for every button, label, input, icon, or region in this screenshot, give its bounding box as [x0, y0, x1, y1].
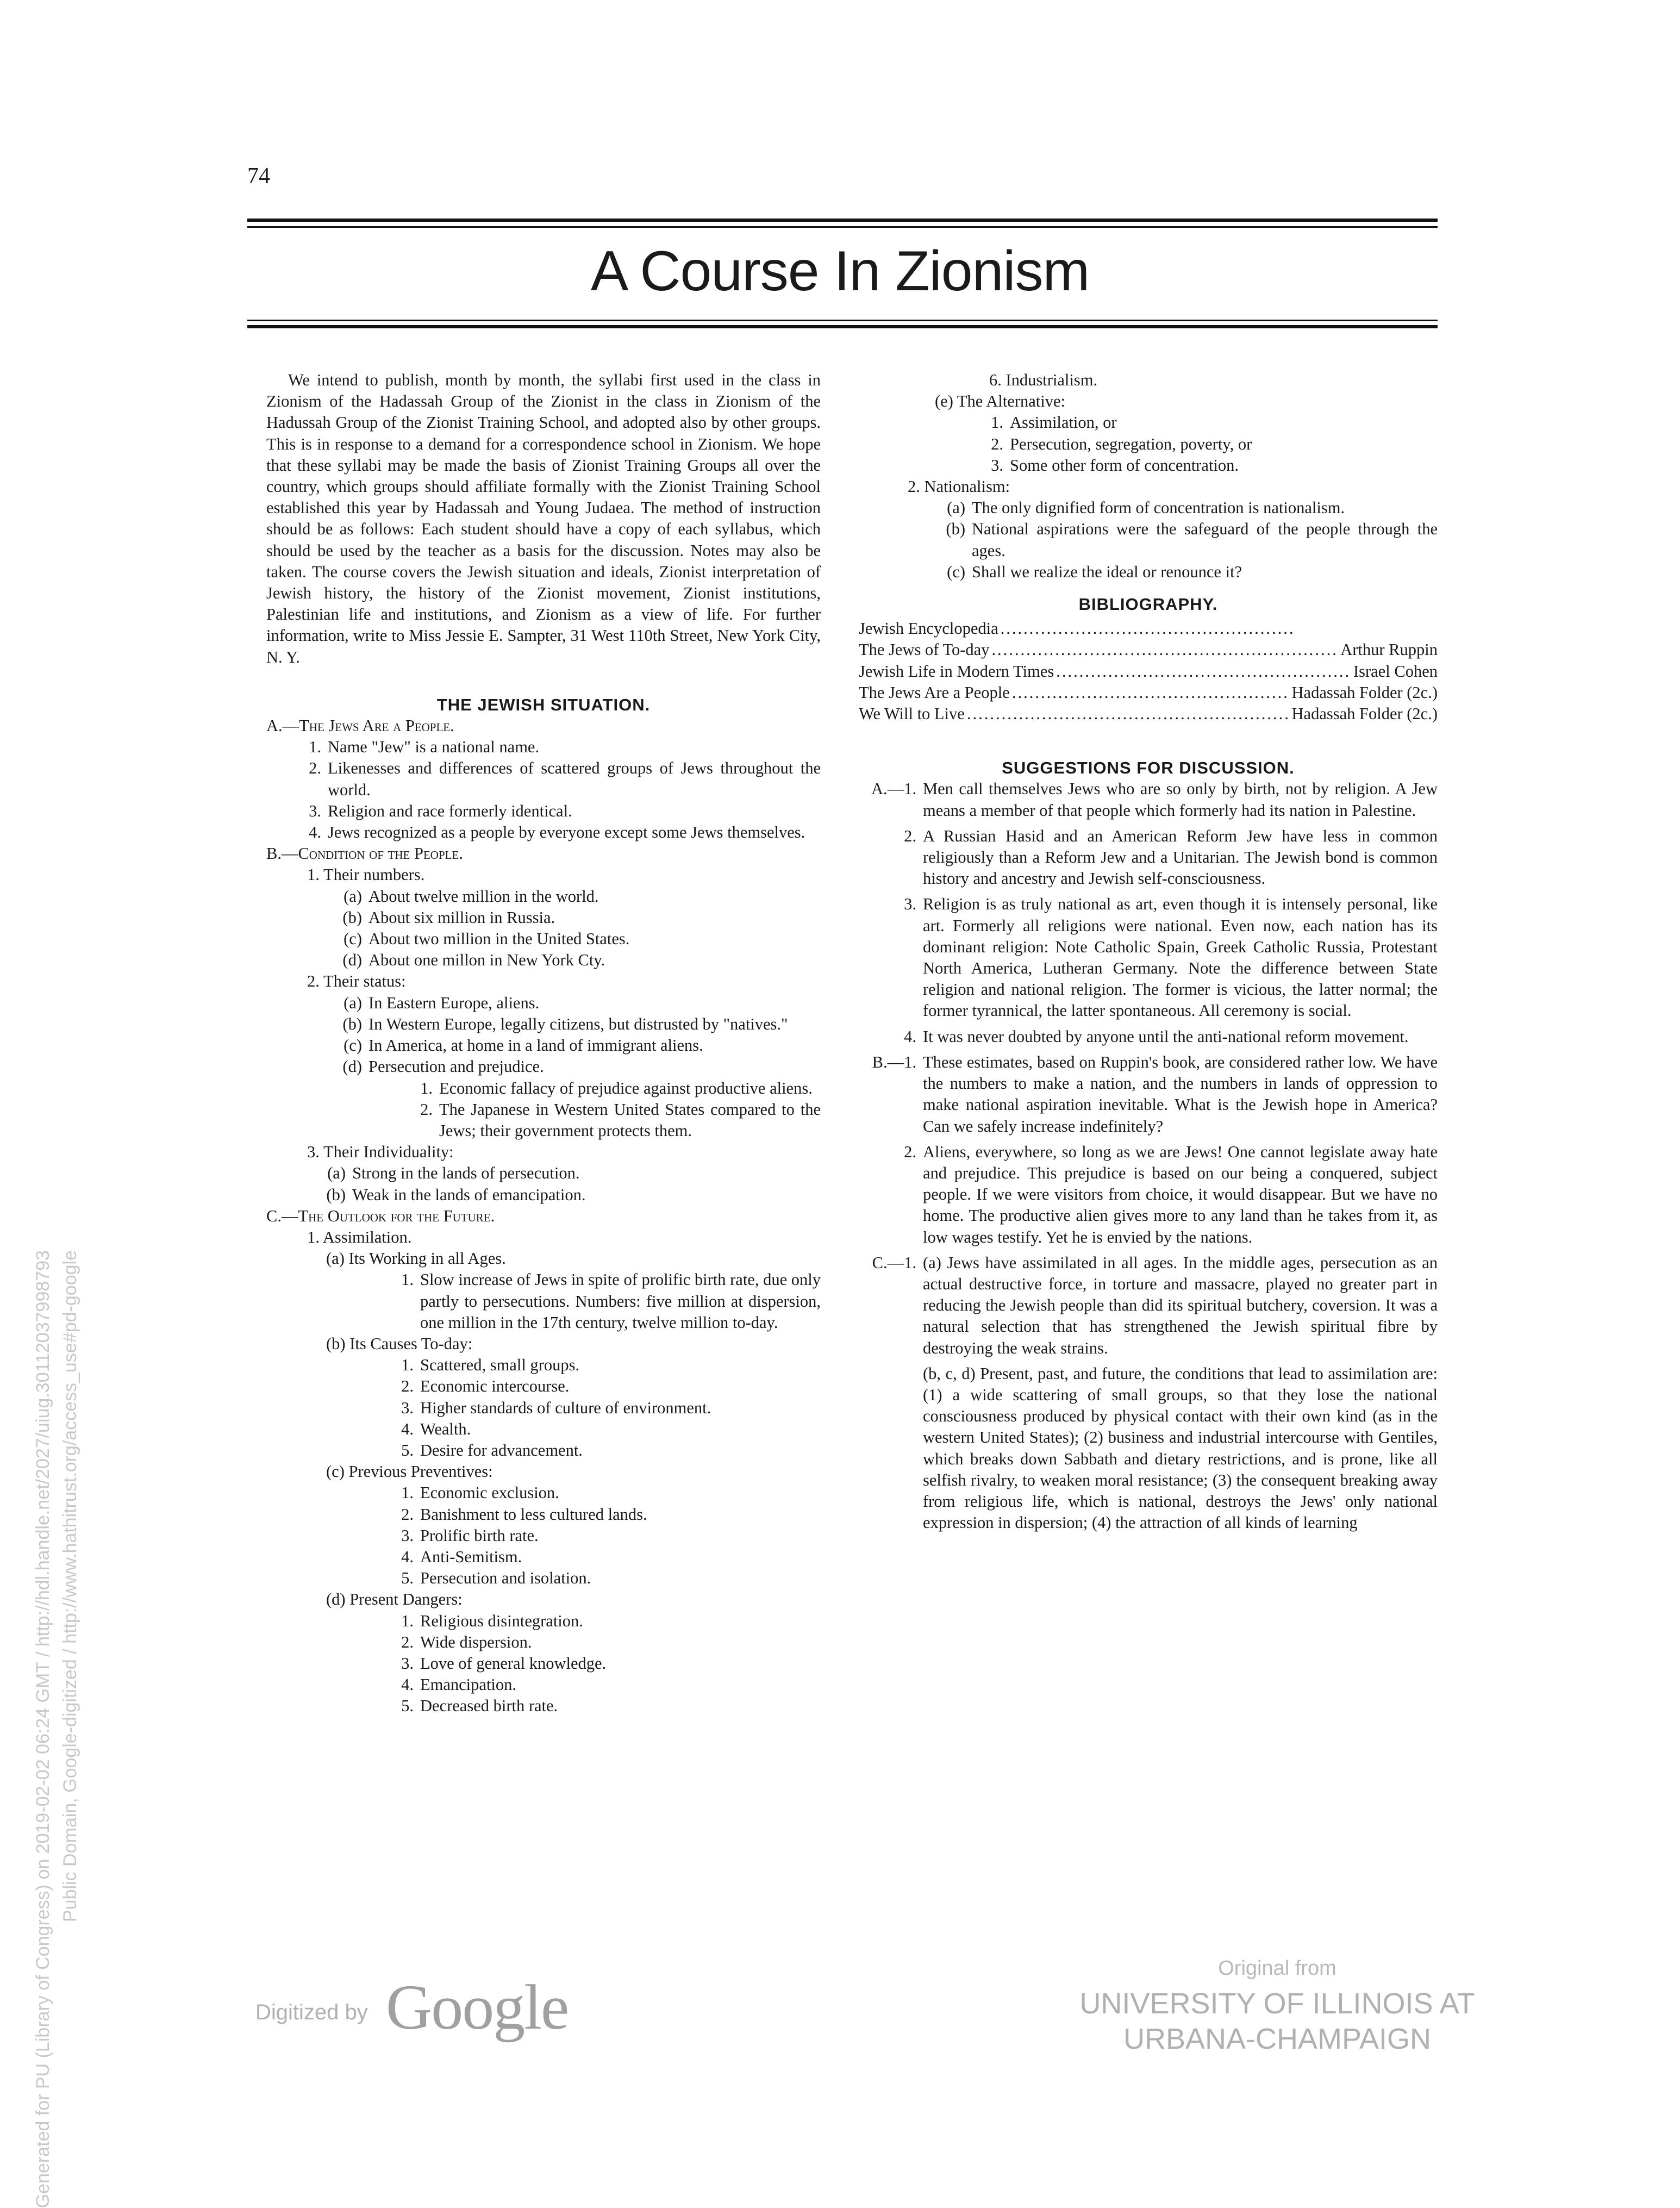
list-item — [266, 993, 821, 1014]
list-item — [266, 1398, 821, 1419]
list-item-text: In America, at home in a land of immigrant aliens. — [369, 1036, 703, 1055]
university-name-line-2: URBANA-CHAMPAIGN — [1123, 2023, 1432, 2055]
list-item — [266, 1695, 821, 1717]
list-item-text: It was never doubted by anyone until the anti-national reform movement. — [923, 1027, 1409, 1046]
list-item-label: 2. — [401, 1377, 414, 1396]
list-item-label: (d) — [342, 951, 362, 970]
list-item-label: 2. — [904, 1142, 916, 1161]
bibliography-source: Hadassah Folder (2c.) — [1291, 683, 1438, 702]
list-item-text: Anti-Semitism. — [420, 1547, 522, 1566]
list-item-label: 2. — [309, 759, 321, 778]
b-numbers-list — [266, 886, 821, 971]
list-item-text: About two million in the United States. — [369, 930, 630, 949]
b-status-heading: 2. Their status: — [307, 972, 406, 991]
list-item-text: Banishment to less cultured lands. — [420, 1505, 647, 1524]
leader-dots — [991, 639, 1338, 660]
list-item — [266, 1674, 821, 1695]
list-item-label: (b) — [946, 520, 965, 539]
title-rule-bottom-2 — [247, 325, 1438, 328]
list-item-text: National aspirations were the safeguard of the people through the ages. — [972, 520, 1438, 560]
list-item-text: Men call themselves Jews who are so only by birth, not by religion. A Jew means a member of that people which formerly had its nation in Palestine. — [923, 779, 1438, 820]
list-item-text: Persecution, segregation, poverty, or — [1010, 434, 1252, 453]
list-item-text: Wide dispersion. — [420, 1632, 532, 1651]
list-item — [266, 1035, 821, 1056]
list-item-text: These estimates, based on Ruppin's book, are considered rather low. We have the numbers to make a nation, and the numbers in lands of oppression to make national aspiration inevitable. What is the Jewish hope in America? Can we safely increase indefinitely? — [923, 1052, 1438, 1136]
list-item-label: (a) — [344, 993, 362, 1012]
list-item — [859, 826, 1438, 890]
article-title: A Course In Zionism — [590, 240, 1090, 303]
list-item-text: (a) Jews have assimilated in all ages. In the middle ages, persecution as an actual destructive force, in torture and massacre, played no greater part in reducing the Jewish people than did its spiritual butchery, coversion. It was a natural selection that has strengthened the Jewish spiritual fibre by destroying the weak strains. — [923, 1253, 1438, 1357]
list-item — [266, 928, 821, 950]
list-item-label: B.—1. — [872, 1052, 916, 1071]
list-item-text: The Japanese in Western United States compared to the Jews; their government protects them. — [439, 1100, 821, 1140]
list-item — [266, 1525, 821, 1546]
list-item-label: (c) — [344, 1036, 362, 1055]
list-item-text: Religion is as truly national as art, even though it is intensely personal, like art. Formerly all religions were national. Even now, each nation has its dominant religion: Note Catholic Spain, Greek Catholic Russia, Protestant North America, Lutheran Germany. Note the difference between State religion and national religion. The former is vicious, the latter normal; the former tyrannical, the latter spontaneous. All ceremony is social. — [923, 895, 1438, 1020]
title-rule-top-2 — [247, 226, 1438, 228]
list-item-text: About twelve million in the world. — [369, 887, 599, 906]
list-item — [859, 455, 1438, 476]
left-column — [266, 370, 821, 1717]
list-item-text: Persecution and prejudice. — [369, 1057, 544, 1076]
list-item-label: 4. — [309, 823, 321, 842]
list-item-text: Religion and race formerly identical. — [328, 801, 572, 820]
list-item-text: Emancipation. — [420, 1675, 517, 1694]
bibliography-source: Israel Cohen — [1353, 662, 1438, 681]
list-item-label: 3. — [401, 1526, 414, 1545]
list-item — [266, 1611, 821, 1632]
list-item-text: Higher standards of culture of environment. — [420, 1398, 711, 1417]
list-item-label: 1. — [401, 1270, 414, 1289]
list-item-label: 4. — [401, 1547, 414, 1566]
list-item-label: 3. — [401, 1654, 414, 1673]
list-item-label: 5. — [401, 1569, 414, 1588]
intro-paragraph: We intend to publish, month by month, the syllabi first used in the class in Zionism of the Hadassah Group of the Zionist in the class in Zionism of the Hadussah Group of the Zionist Training School, and adopted also by other groups. This is in response to a demand for a correspondence school in Zionism. We hope that these syllabi may be made the basis of Zionist Training Groups all over the country, which groups should affiliate formally with the Zionist Training School established this year by Hadassah and Young Judaea. The method of instruction should be as follows: Each student should have a copy of each syllabus, which should be used by the teacher as a basis for the discussion. Notes may also be taken. The course covers the Jewish situation and ideals, Zionist interpretation of Jewish history, the history of the Zionist movement, Zionist institutions, Palestinian life and institutions, and Zionism as a view of life. For further information, write to Miss Jessie E. Sampter, 31 West 110th Street, New York City, N. Y. — [266, 371, 821, 666]
list-item — [266, 737, 821, 758]
c-b-heading: (b) Its Causes To-day: — [326, 1334, 473, 1353]
section-c-title: C.—The Outlook for the Future. — [266, 1206, 495, 1225]
c-e-list — [859, 412, 1438, 476]
list-item — [266, 1269, 821, 1333]
list-item-text: Love of general knowledge. — [420, 1654, 607, 1673]
b-numbers-heading: 1. Their numbers. — [307, 865, 425, 884]
bibliography-entry — [859, 661, 1438, 682]
c-c-heading: (c) Previous Preventives: — [326, 1462, 493, 1481]
c-e-heading: (e) The Alternative: — [935, 392, 1065, 411]
list-item-text: Assimilation, or — [1010, 413, 1117, 432]
list-item — [266, 1482, 821, 1504]
c-b-list — [266, 1355, 821, 1461]
list-item-text: Persecution and isolation. — [420, 1569, 591, 1588]
c-d-heading: (d) Present Dangers: — [326, 1590, 463, 1609]
hathitrust-attribution — [33, 1250, 103, 2208]
list-item — [859, 434, 1438, 455]
list-item-label: 1. — [401, 1356, 414, 1375]
list-item-label: 2. — [991, 434, 1003, 453]
list-item-text: Weak in the lands of emancipation. — [352, 1185, 586, 1204]
digitized-by-label: Digitized by — [255, 2000, 368, 2024]
list-item — [859, 1363, 1438, 1534]
list-item — [859, 778, 1438, 821]
bibliography-source: Arthur Ruppin — [1340, 640, 1438, 659]
list-item — [266, 950, 821, 971]
list-item-text: Strong in the lands of persecution. — [352, 1164, 580, 1183]
b-status-list — [266, 993, 821, 1078]
list-item — [266, 1419, 821, 1440]
list-item-text: Shall we realize the ideal or renounce it? — [972, 562, 1242, 581]
list-item-label: (c) — [947, 562, 965, 581]
list-item — [859, 1026, 1438, 1047]
suggestions-heading: SUGGESTIONS FOR DISCUSSION. — [1002, 758, 1295, 778]
list-item — [859, 1142, 1438, 1248]
list-item — [859, 562, 1438, 583]
bibliography-entry — [859, 618, 1438, 639]
list-item-text: Prolific birth rate. — [420, 1526, 539, 1545]
list-item — [859, 1052, 1438, 1137]
list-item — [859, 497, 1438, 519]
list-item-text: In Eastern Europe, aliens. — [369, 993, 540, 1012]
list-item-label: (c) — [344, 930, 362, 949]
bibliography-heading: BIBLIOGRAPHY. — [1078, 595, 1218, 614]
list-item — [266, 1163, 821, 1184]
bibliography-entry — [859, 639, 1438, 660]
list-item-label: 1. — [401, 1611, 414, 1630]
list-item-label: 2. — [904, 826, 916, 845]
title-rule-top-1 — [247, 219, 1438, 222]
list-item-text: Jews recognized as a people by everyone except some Jews themselves. — [328, 823, 805, 842]
list-item-label: 3. — [991, 456, 1003, 475]
b-individuality-heading: 3. Their Individuality: — [307, 1143, 454, 1162]
list-item-label: 3. — [904, 895, 916, 914]
list-item — [266, 1568, 821, 1589]
list-item-label: 1. — [991, 413, 1003, 432]
section-a-list — [266, 737, 821, 843]
list-item — [266, 1653, 821, 1674]
bibliography-source: Hadassah Folder (2c.) — [1291, 704, 1438, 723]
google-logo: Google — [386, 1972, 569, 2043]
list-item — [266, 801, 821, 822]
list-item-text: Likenesses and differences of scattered groups of Jews throughout the world. — [328, 759, 821, 799]
list-item-text: Decreased birth rate. — [420, 1696, 558, 1716]
b-individuality-list — [266, 1163, 821, 1205]
leader-dots — [967, 703, 1290, 725]
list-item-label: A.—1. — [871, 779, 916, 799]
bibliography-list — [859, 618, 1438, 725]
list-item-text: The only dignified form of concentration is nationalism. — [972, 498, 1345, 517]
list-item-label: 1. — [309, 738, 321, 757]
b-status-d-list — [266, 1078, 821, 1142]
c-c-list — [266, 1482, 821, 1589]
jewish-situation-heading: THE JEWISH SITUATION. — [436, 695, 651, 714]
list-item — [266, 1184, 821, 1206]
list-item-text: About six million in Russia. — [369, 908, 555, 927]
list-item-label: 4. — [401, 1419, 414, 1438]
list-item-label: 1. — [420, 1078, 433, 1097]
list-item — [859, 519, 1438, 561]
list-item-text: Aliens, everywhere, so long as we are Jews! One cannot legislate away hate and prejudice. This prejudice is based on our being a conquered, subject people. If we were visitors from choice, it would disappear. But we have no home. The productive alien gives more to any land than he takes from it, as low wages testify. Yet he is envied by the nations. — [923, 1142, 1438, 1246]
list-item-label: (b) — [326, 1185, 346, 1204]
list-item-label: 3. — [309, 801, 321, 820]
list-item — [859, 1252, 1438, 1359]
list-item — [266, 1355, 821, 1376]
list-item-label: 2. — [420, 1100, 433, 1119]
bibliography-title: We Will to Live — [859, 704, 965, 723]
leader-dots — [1056, 661, 1351, 682]
list-item-text: Economic exclusion. — [420, 1483, 559, 1502]
list-item-label: (b) — [342, 908, 362, 927]
list-item-text: Religious disintegration. — [420, 1611, 583, 1630]
page-number: 74 — [247, 164, 270, 189]
section-a-title: A.—The Jews Are a People. — [266, 716, 454, 735]
c-d-item-6: 6. Industrialism. — [989, 371, 1098, 389]
suggestions-list — [859, 778, 1438, 1533]
list-item-label: 2. — [401, 1505, 414, 1524]
list-item-label: 2. — [401, 1632, 414, 1651]
list-item — [266, 822, 821, 843]
section-b-title: B.—Condition of the People. — [266, 844, 463, 863]
list-item-text: Wealth. — [420, 1419, 471, 1438]
list-item-label: 3. — [401, 1398, 414, 1417]
list-item — [266, 886, 821, 907]
c-nationalism-list — [859, 497, 1438, 583]
bibliography-title: The Jews Are a People — [859, 683, 1010, 702]
c-a-heading: (a) Its Working in all Ages. — [326, 1249, 506, 1268]
list-item-label: 4. — [401, 1675, 414, 1694]
leader-dots — [1001, 618, 1294, 639]
list-item — [266, 907, 821, 928]
list-item — [266, 1078, 821, 1099]
list-item — [266, 1440, 821, 1461]
list-item — [859, 894, 1438, 1021]
list-item — [266, 1504, 821, 1525]
list-item-label: 5. — [401, 1440, 414, 1459]
list-item — [266, 758, 821, 800]
list-item-label: (a) — [947, 498, 965, 517]
list-item-label: 1. — [401, 1483, 414, 1502]
c-a-list — [266, 1269, 821, 1333]
attribution-line-2: Public Domain, Google-digitized / http://www.hathitrust.org/access_use#pd-google — [60, 1250, 80, 1923]
list-item-text: Desire for advancement. — [420, 1440, 583, 1459]
list-item-text: In Western Europe, legally citizens, but distrusted by "natives." — [369, 1014, 788, 1033]
c-nationalism-heading: 2. Nationalism: — [908, 477, 1010, 496]
list-item-text: (b, c, d) Present, past, and future, the conditions that lead to assimilation are: (1) a wide scattering of small groups, so that they lose the national consciousness produced by physical contact with their own kind (as in the western United States); (2) business and industrial intercourse with Gentiles, which breaks down Sabbath and dietary restrictions, and is prone, like all selfish rivalry, to weaken moral resistance; (3) the consequent breaking away from religious life, which is national, destroys the Jews' only national expression in dispersion; (4) the attraction of all kinds of learning — [923, 1364, 1438, 1532]
list-item-text: Some other form of concentration. — [1010, 456, 1239, 475]
bibliography-title: The Jews of To-day — [859, 640, 990, 659]
bibliography-entry — [859, 682, 1438, 703]
list-item-text: Scattered, small groups. — [420, 1356, 580, 1375]
list-item-label: 4. — [904, 1027, 916, 1046]
list-item — [266, 1376, 821, 1397]
list-item-text: About one millon in New York Cty. — [369, 951, 605, 970]
list-item-label: (d) — [342, 1057, 362, 1076]
list-item-label: C.—1. — [872, 1253, 916, 1272]
list-item — [266, 1056, 821, 1077]
list-item — [266, 1632, 821, 1653]
list-item-label: (a) — [327, 1164, 346, 1183]
original-from-label: Original from — [1218, 1957, 1336, 1980]
c-d-list — [266, 1611, 821, 1717]
university-name-line-1: UNIVERSITY OF ILLINOIS AT — [1079, 1987, 1475, 2020]
bibliography-title: Jewish Encyclopedia — [859, 619, 998, 638]
list-item — [266, 1014, 821, 1035]
leader-dots — [1012, 682, 1290, 703]
attribution-line-1: Generated for PU (Library of Congress) on 2019-02-02 06:24 GMT / http://hdl.handle.net/2027/uiug.30112037998793 — [33, 1250, 53, 2208]
list-item-label: (b) — [342, 1014, 362, 1033]
list-item-text: Economic intercourse. — [420, 1377, 570, 1396]
list-item-text: Slow increase of Jews in spite of prolific birth rate, due only partly to persecutions. Numbers: five million at dispersion, one million in the 17th century, twelve million to-day. — [420, 1270, 821, 1332]
list-item-label: (a) — [344, 887, 362, 906]
list-item — [266, 1099, 821, 1142]
c-assimilation-heading: 1. Assimilation. — [307, 1227, 412, 1246]
title-rule-bottom-1 — [247, 320, 1438, 321]
list-item — [859, 412, 1438, 433]
list-item — [266, 1546, 821, 1568]
right-column — [859, 370, 1438, 1538]
list-item-text: A Russian Hasid and an American Reform Jew have less in common religiously than a Reform Jew and a Unitarian. The Jewish bond is common history and ancestry and Jewish self-consciousness. — [923, 826, 1438, 888]
list-item-text: Economic fallacy of prejudice against productive aliens. — [439, 1078, 813, 1097]
bibliography-title: Jewish Life in Modern Times — [859, 662, 1054, 681]
list-item-label: 5. — [401, 1696, 414, 1716]
list-item-text: Name "Jew" is a national name. — [328, 738, 540, 757]
bibliography-entry — [859, 703, 1438, 725]
